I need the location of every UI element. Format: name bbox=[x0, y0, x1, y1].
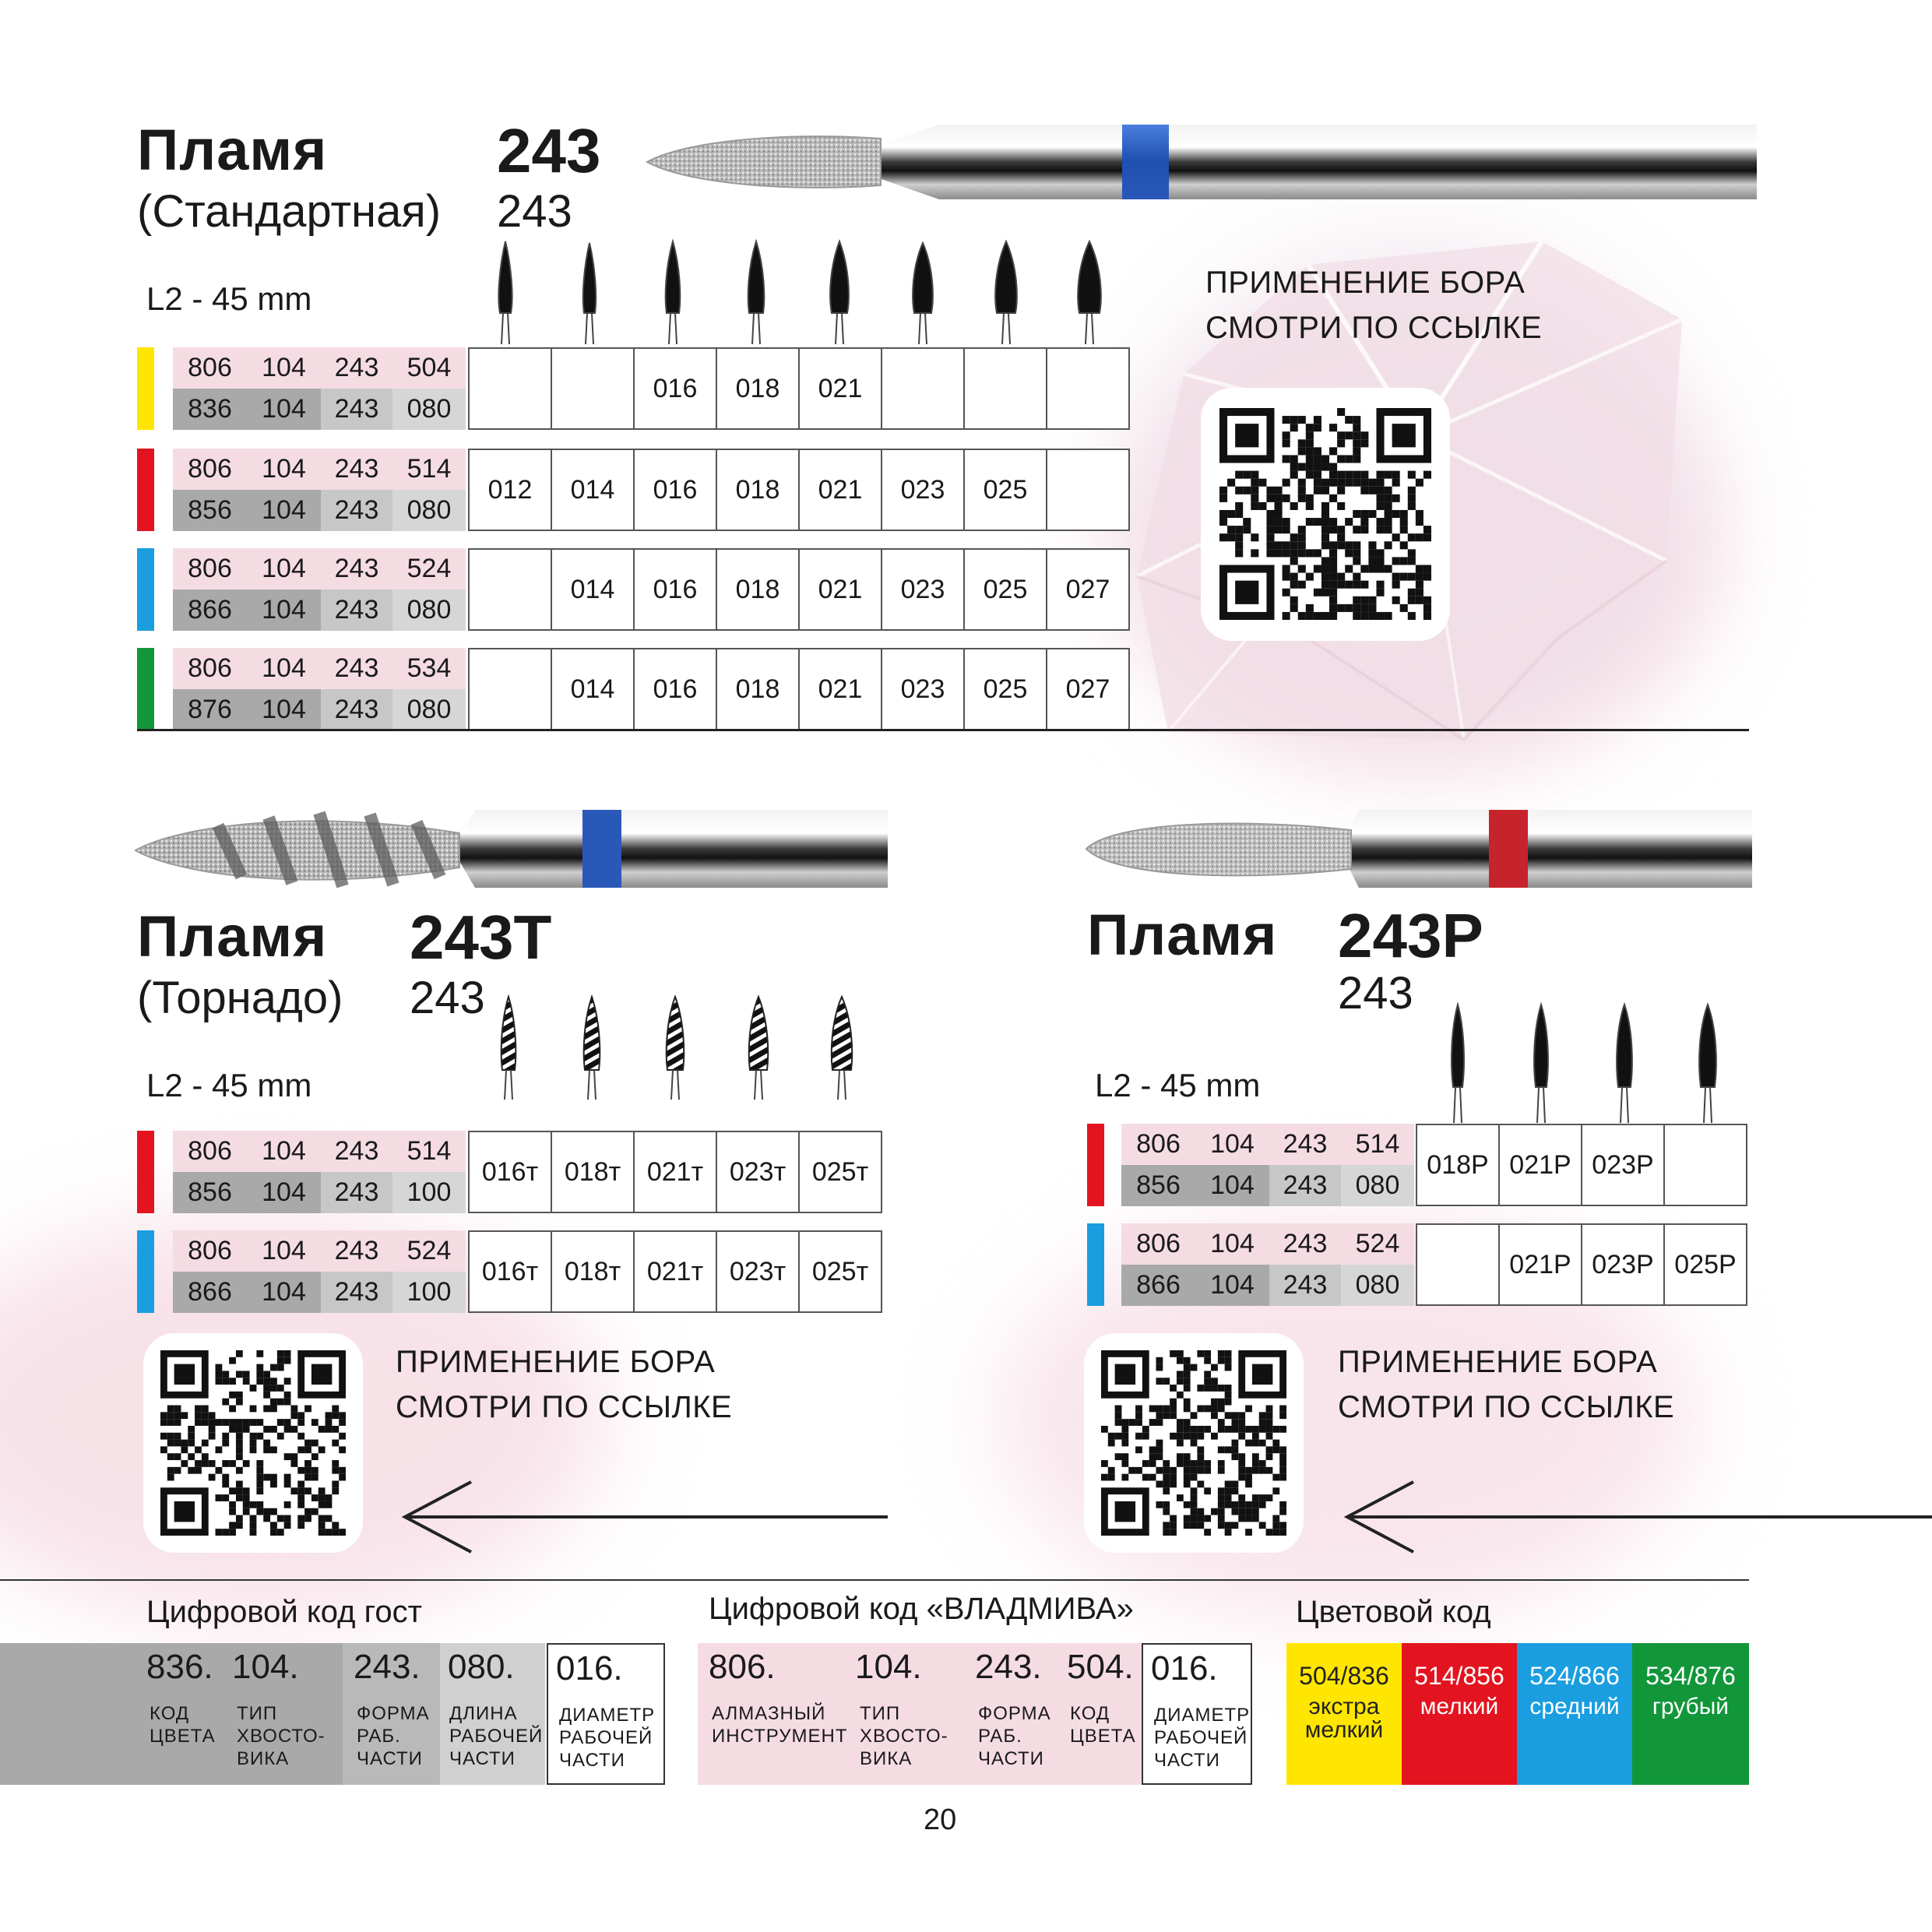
top-row-blue-codes: 806 104 243 524 866 104 243 080 bbox=[173, 548, 466, 631]
left-product-variant: (Торнадо) bbox=[137, 973, 343, 1023]
arrow-left-icon bbox=[1339, 1478, 1932, 1556]
top-product-name: Пламя bbox=[137, 118, 328, 182]
left-product-figure: 243 bbox=[410, 973, 485, 1023]
section-divider bbox=[137, 729, 1749, 731]
bur-243t-size-icons bbox=[467, 989, 888, 1106]
bur-243-size-icons bbox=[467, 234, 1137, 350]
right-row-red-sizes: 018P 021P 023P bbox=[1416, 1124, 1747, 1206]
top-row-yellow-codes: 806 104 243 504 836 104 243 080 bbox=[173, 347, 466, 430]
left-row-blue-codes: 806 104 243 524 866 104 243 100 bbox=[173, 1230, 466, 1313]
right-product-figure: 243 bbox=[1338, 968, 1413, 1019]
left-row-blue-sizes: 016т 018т 021т 023т 025т bbox=[468, 1230, 882, 1313]
top-row-red-codes: 806 104 243 514 856 104 243 080 bbox=[173, 449, 466, 531]
legend-vlad-title: Цифровой код «ВЛАДМИВА» bbox=[709, 1592, 1134, 1626]
top-row-blue-sizes: 014 016 018 021 023 025 027 bbox=[468, 548, 1130, 631]
right-product-name: Пламя bbox=[1087, 903, 1278, 967]
left-qr-code[interactable] bbox=[143, 1333, 363, 1553]
vlad-cell-diameter: 016. ДИАМЕТР РАБОЧЕЙ ЧАСТИ bbox=[1142, 1643, 1252, 1785]
vlad-code-block: 806. АЛМАЗНЫЙ ИНСТРУМЕНТ 104. ТИП ХВОСТО- ВИКА 243. ФОРМА РАБ. ЧАСТИ 504. КОД ЦВЕТА bbox=[698, 1643, 1142, 1785]
right-row-red-codes: 806 104 243 514 856 104 243 080 bbox=[1121, 1124, 1414, 1206]
legend-divider bbox=[0, 1579, 1749, 1581]
left-l2-length: L2 - 45 mm bbox=[146, 1067, 312, 1103]
left-row-red-codes: 806 104 243 514 856 104 243 100 bbox=[173, 1131, 466, 1213]
color-bar-red bbox=[137, 1131, 154, 1213]
gost-cell-diameter: 016. ДИАМЕТР РАБОЧЕЙ ЧАСТИ bbox=[547, 1643, 665, 1785]
qr-code-icon bbox=[160, 1350, 346, 1536]
arrow-left-icon bbox=[397, 1478, 888, 1556]
legend-gost-title: Цифровой код гост bbox=[146, 1595, 422, 1629]
bur-243p-size-icons bbox=[1416, 997, 1751, 1129]
right-row-blue-sizes: 021P 023P 025P bbox=[1416, 1223, 1747, 1306]
qr-code-icon bbox=[1219, 408, 1431, 620]
right-qr-code[interactable] bbox=[1084, 1333, 1304, 1553]
legend-color-title: Цветовой код bbox=[1296, 1595, 1491, 1629]
left-row-red-sizes: 016т 018т 021т 023т 025т bbox=[468, 1131, 882, 1213]
color-bar-blue bbox=[1087, 1223, 1104, 1306]
bur-243-image bbox=[643, 115, 1757, 216]
left-product-code: 243T bbox=[410, 903, 552, 972]
top-l2-length: L2 - 45 mm bbox=[146, 280, 312, 317]
gost-cell-shank: 104. ТИП ХВОСТО- ВИКА bbox=[226, 1643, 343, 1785]
top-product-figure: 243 bbox=[497, 186, 572, 237]
right-product-code: 243P bbox=[1338, 901, 1483, 970]
right-apply-text: ПРИМЕНЕНИЕ БОРА СМОТРИ ПО ССЫЛКЕ bbox=[1338, 1345, 1675, 1424]
color-code-red: 514/856 мелкий bbox=[1402, 1643, 1517, 1785]
color-bar-green bbox=[137, 648, 154, 730]
top-row-red-sizes: 012 014 016 018 021 023 025 bbox=[468, 449, 1130, 531]
qr-code-icon bbox=[1101, 1350, 1286, 1536]
color-bar-blue bbox=[137, 1230, 154, 1313]
color-code-blue: 524/866 средний bbox=[1517, 1643, 1632, 1785]
top-product-code: 243 bbox=[497, 116, 601, 185]
color-bar-blue bbox=[137, 548, 154, 631]
color-code-yellow: 504/836 экстра мелкий bbox=[1286, 1643, 1402, 1785]
top-row-green-sizes: 014 016 018 021 023 025 027 bbox=[468, 648, 1130, 730]
page-number: 20 bbox=[924, 1804, 957, 1836]
top-row-green-codes: 806 104 243 534 876 104 243 080 bbox=[173, 648, 466, 730]
gost-cell-length: 080. ДЛИНА РАБОЧЕЙ ЧАСТИ bbox=[440, 1643, 545, 1785]
right-row-blue-codes: 806 104 243 524 866 104 243 080 bbox=[1121, 1223, 1414, 1306]
color-bar-yellow bbox=[137, 347, 154, 430]
color-bar-red bbox=[1087, 1124, 1104, 1206]
color-code-green: 534/876 грубый bbox=[1632, 1643, 1749, 1785]
top-apply-text: ПРИМЕНЕНИЕ БОРА СМОТРИ ПО ССЫЛКЕ bbox=[1205, 266, 1543, 345]
gost-cell-color: 836. КОД ЦВЕТА bbox=[0, 1643, 226, 1785]
left-product-name: Пламя bbox=[137, 904, 328, 969]
left-apply-text: ПРИМЕНЕНИЕ БОРА СМОТРИ ПО ССЫЛКЕ bbox=[396, 1345, 733, 1424]
top-qr-code[interactable] bbox=[1201, 388, 1450, 641]
top-row-yellow-sizes: 016 018 021 bbox=[468, 347, 1130, 430]
gost-cell-shape: 243. ФОРМА РАБ. ЧАСТИ bbox=[343, 1643, 440, 1785]
top-product-variant: (Стандартная) bbox=[137, 186, 442, 237]
right-l2-length: L2 - 45 mm bbox=[1095, 1067, 1261, 1103]
color-bar-red bbox=[137, 449, 154, 531]
